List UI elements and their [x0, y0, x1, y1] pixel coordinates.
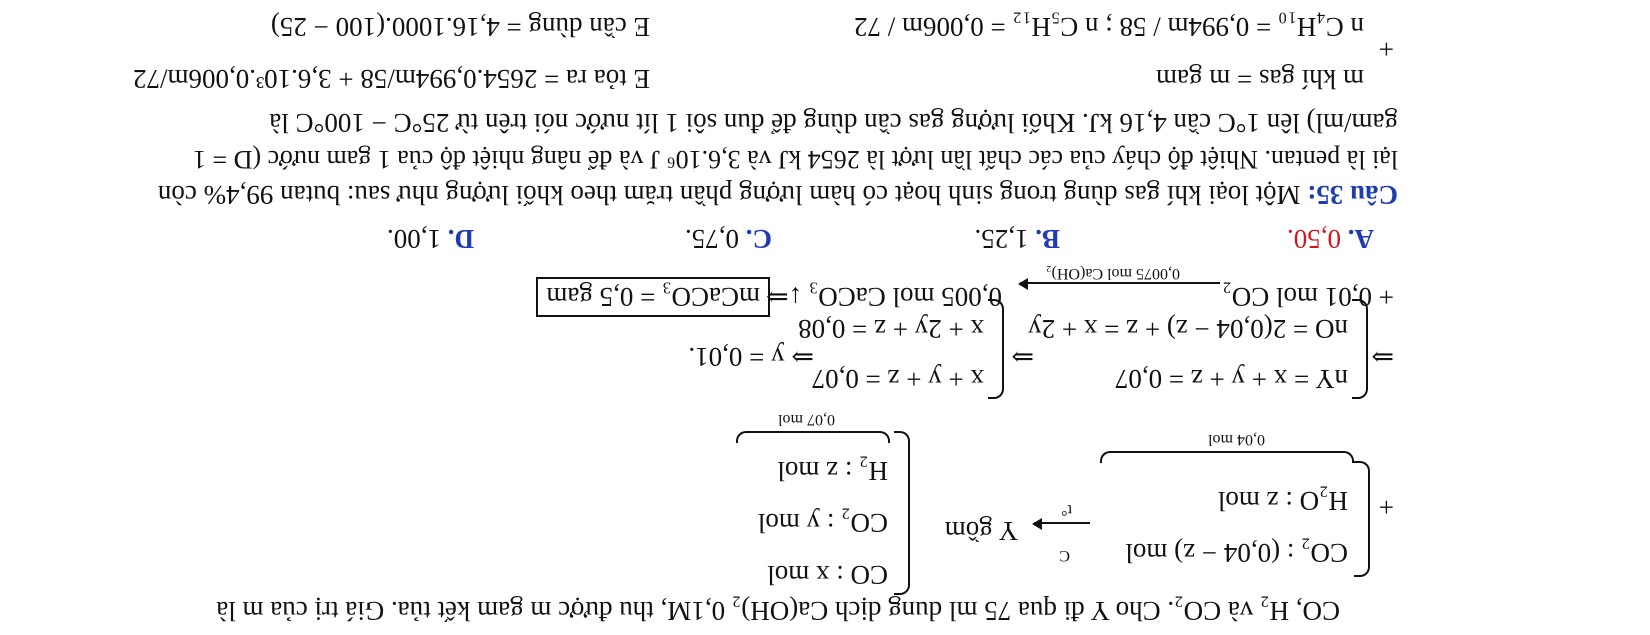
caco3-mass-box: mCaCO₃ = 0,5 gam	[536, 277, 770, 317]
h2-row: H₂ : z mol	[777, 456, 888, 486]
question-text-1: Một loại khí gas dùng trong sinh hoạt có hàm lượng phần trăm theo khối lượng như sau: butan 99,4% còn	[157, 180, 1301, 210]
reaction-arrow	[1034, 501, 1090, 564]
caco3-product: 0,005 mol CaCO₃ ↓⇒	[765, 282, 1002, 312]
n-butan: n C₄H₁₀ = 0,994m / 58 ; n C₅H₁₂ = 0,006m / 72	[854, 12, 1364, 42]
sum-row-2: x + 2y + z = 0,08	[798, 314, 984, 344]
co2-row: CO₂ : (0,04 − z) mol	[1125, 538, 1348, 568]
co2-y-row: CO₂ : y mol	[757, 508, 888, 538]
h2o-row: H₂O : z mol	[1217, 486, 1348, 516]
plus-sign: +	[1378, 492, 1394, 522]
co-row: CO : x mol	[767, 560, 888, 590]
right-brace	[894, 431, 910, 595]
left-total: 0,04 mol	[1208, 431, 1265, 448]
answer-a-text: 0,50.	[1287, 224, 1341, 254]
left-brace	[1354, 461, 1370, 577]
answer-b-text: 1,25.	[974, 224, 1029, 254]
answer-b-key: B.	[1035, 224, 1060, 254]
y-label: Y gồm	[944, 516, 1018, 546]
answer-d-key: D.	[447, 224, 474, 254]
arrow-line	[1034, 522, 1090, 524]
m-gas: m khí gas = m gam	[1156, 64, 1364, 94]
answer-d-text: 1,00.	[387, 224, 441, 254]
n-y-row: nY = x + y + z = 0,07	[1114, 364, 1348, 394]
right-total: 0,07 mol	[778, 411, 835, 428]
question-35-line2: lại là pentan. Nhiệt độ cháy của các chất lần lượt là 2654 kJ và 3,6.10⁶ J và để nâng nhiệt độ của 1 gam nước (D = 1	[193, 145, 1398, 174]
sys-brace-2	[988, 299, 1004, 399]
arrow-bottom-label: t°	[1061, 501, 1072, 518]
sys-brace-1	[1352, 299, 1368, 399]
underbrace-left	[1100, 451, 1354, 463]
question-35-line1	[158, 179, 1398, 211]
answer-a-key: A.	[1347, 224, 1374, 254]
question-35-line3: gam/ml) lên 1°C cần 4,16 kJ. Khối lượng gas cần dùng để đun sôi 1 lít nước nói trên từ 25°C − 100°C là	[269, 108, 1398, 138]
arrow-top-label: C	[1059, 547, 1070, 564]
plus-sign-2: +	[1378, 34, 1394, 64]
question-label: Câu 35:	[1307, 180, 1398, 210]
implies-2: ⇒	[1011, 342, 1034, 372]
e-toa-ra: E tỏa ra = 2654.0,994m/58 + 3,6.10³.0,006m/72	[132, 64, 650, 94]
problem-continuation: CO, H₂ và CO₂. Cho Y đi qua 75 ml dung dịch Ca(OH)₂ 0,1M, thu được m gam kết tủa. Giá trị của m là	[216, 596, 1340, 626]
y-result: ⇒ y = 0,01.	[688, 342, 814, 372]
answer-c-key: C.	[745, 224, 772, 254]
n-o-row: nO = 2(0,04 − z) + z = x + 2y	[1028, 314, 1348, 344]
answer-c	[685, 223, 772, 255]
answer-b	[974, 223, 1060, 255]
reagent-arrow	[1020, 265, 1220, 309]
answer-d	[387, 223, 474, 255]
implies-1: ⇒	[1371, 342, 1394, 372]
underbrace-right	[736, 431, 890, 443]
sum-row-1: x + y + z = 0,07	[811, 364, 984, 394]
answer-c-text: 0,75.	[685, 224, 739, 254]
co2-start: + 0,01 mol CO₂	[1222, 282, 1394, 312]
answer-a	[1287, 223, 1374, 255]
e-can-dung: E cần dùng = 4,16.1000.(100 − 25)	[270, 12, 650, 42]
reagent-label: 0,0075 mol Ca(OH)₂	[1045, 265, 1180, 282]
